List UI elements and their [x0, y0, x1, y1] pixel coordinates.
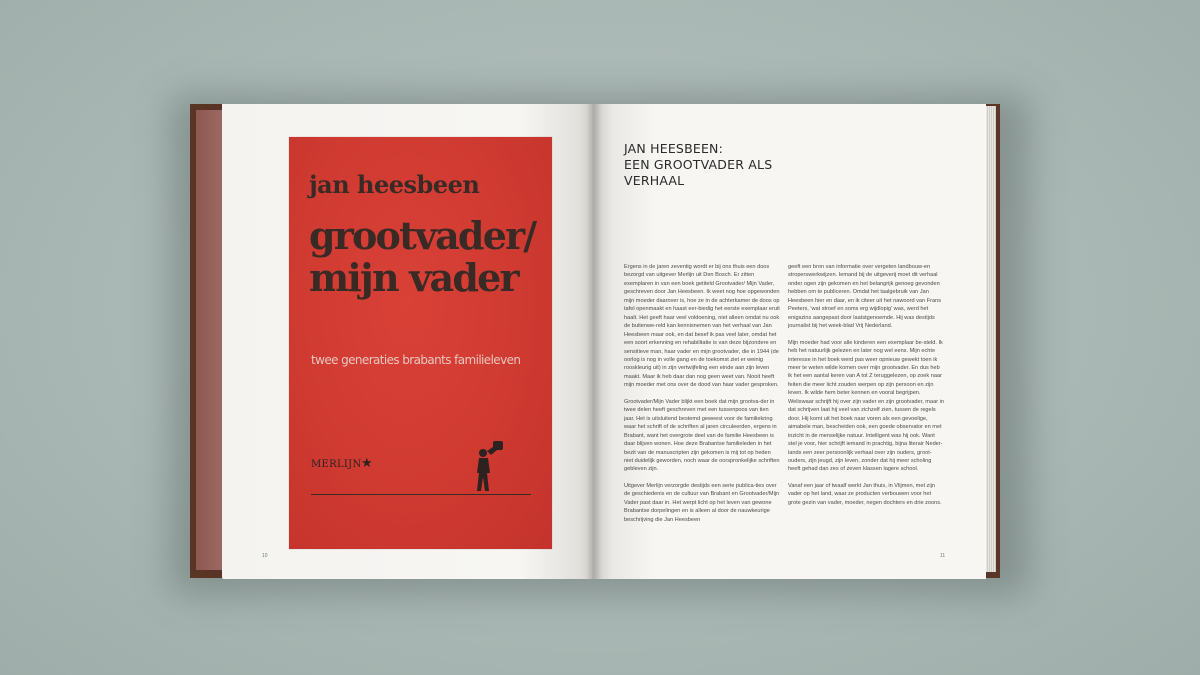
paragraph: Ergens in de jaren zeventig wordt er bij ons thuis een doos bezorgd van uitgever Merlijn uit Den Bosch. Er zitten exemplaren in van een boek getiteld Grootvader/ Mijn Vader, geschreven door Jan Heesbeen. Ik weet nog hoe opgewonden mijn moeder daarover is, hoe ze in de achterkamer de doos op tafel openmaakt en haast eer-biedig het eerste exemplaar eruit haalt. Het geeft haar veel voldoening, niet alleen omdat nu ook de buitenwe-reld kan kennisnemen van het verhaal van Jan Heesbeen maar ook, en dat besef ik pas veel later, omdat het een soort erkenning en rehabilitatie is van deze bijzondere en sensitieve man, haar vader en mijn grootvader, die in 1944 (de oorlog is nog in volle gang en de toekomst ziet er weinig rooskleurig uit) in zijn vertwijfeling een einde aan zijn leven maakt. Maar ik heb daar dan nog geen weet van. Nooit heeft mijn moeder met ons over de dood van haar vader gesproken. — [624, 264, 780, 389]
paragraph: Mijn moeder had voor alle kinderen een exemplaar be-steld. Ik heb het natuurlijk gelezen en later nog wel eens. Mijn echte interesse in het boek werd pas weer opnieuw gewekt toen ik meer te weten wilde komen over mijn grootvader. En dus heb ik het een aantal keren van A tot Z teruggelezen, op zoek naar feiten die meer licht zouden werpen op zijn persoon en zijn leven. Ik wilde hem beter kennen en vooral begrijpen. Weliswaar schrijft hij over zijn vader en zijn grootvader, maar in dat schrijven laat hij veel van zichzelf zien, tussen de regels door. Hij komt uit het boek naar voren als een gevoelige, aimabele man, bescheiden ook, een goede observator en met inzicht in de menselijke natuur. Intelligent was hij ook. Want stel je voor, hier schrijft iemand in prachtig, bijna literair Neder-lands een zeer persoonlijk verhaal over zijn ouders, groot-ouders, zijn jeugd, zijn leven, zonder dat hij meer scholing heeft gehad dan zes of zeven klassen lagere school. — [788, 339, 944, 473]
cover-publisher: MERLIJN — [311, 459, 362, 470]
cover-subtitle: twee generaties brabants familieleven — [311, 353, 521, 367]
paragraph: Grootvader/Mijn Vader blijkt een boek dat mijn grootva-der in twee delen heeft geschreven met een tussenpoos van tien jaar. Het is uitsluitend bestemd geweest voor de familiekring waar het schrift of de schriften al jaren circuleerden, ergens in Brabant, want het overgrote deel van de familie Heesbeen is daar blijven wonen. Hoe deze Brabantse familieleden in het bezit van de manuscripten zijn gekomen is mij tot op heden niet duidelijk geworden, noch waar de oorspronkelijke schriften gebleven zijn. — [624, 398, 780, 473]
chapter-title-line-1: JAN HEESBEEN: — [624, 141, 724, 156]
chapter-title-line-2: EEN GROOTVADER ALS — [624, 157, 773, 172]
cover-title-line-1: grootvader/ — [309, 213, 536, 258]
star-icon: ★ — [361, 455, 373, 470]
walking-man-icon — [469, 441, 505, 495]
book-gutter — [586, 104, 602, 579]
chapter-title — [624, 141, 874, 189]
page-number-left: 10 — [262, 553, 268, 559]
paragraph: geeft een bron van informatie over vergeten landbouw-en stroperswerkwijzen. Iemand bij de uitgeverij moet dit verhaal onder ogen zijn gekomen en het belangrijk genoeg gevonden hebben om te publiceren. Omdat het taalgebruik van Jan Heesbeen hier en daar, en ik citeer uit het nawoord van Frans Peeters, 'wat stroef en soms erg wijdlopig' was, werd het enigszins aangepast door laatstgenoemde. Hij was destijds journalist bij het week-blad Vrij Nederland. — [788, 264, 941, 330]
cover-baseline — [311, 494, 531, 495]
text-column-2 — [788, 263, 944, 515]
book-cover-image — [289, 137, 552, 549]
paragraph: Vanaf een jaar of twaalf werkt Jan thuis, in Vlijmen, met zijn vader op het land, waar ze producten verbouwen voor het grote gezin van vader, moeder, negen dochters en drie zoons. — [788, 482, 942, 506]
cover-title — [309, 215, 539, 299]
page-number-right: 11 — [940, 553, 946, 559]
cover-author: jan heesbeen — [309, 170, 480, 199]
paragraph: Uitgever Merlijn verzorgde destijds een serie publica-ties over de geschiedenis en de cultuur van Brabant en Grootvader/Mijn Vader past daar in. Het werpt licht op het leven van gewone Brabantse dorpelingen en is alleen al door de nauwkeurige beschrijving die Jan Heesbeen — [624, 482, 780, 523]
text-column-1 — [624, 263, 780, 532]
chapter-title-line-3: VERHAAL — [624, 173, 685, 188]
cover-title-line-2: mijn vader — [309, 255, 518, 300]
